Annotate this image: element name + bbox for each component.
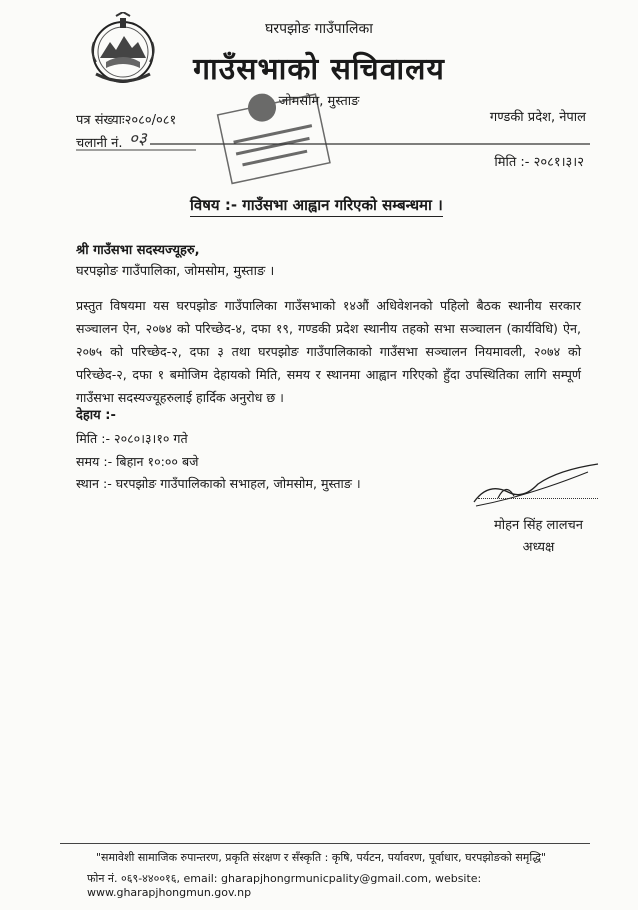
letter-date: मिति :- २०८१।३।२ (494, 155, 584, 170)
office-stamp-icon (214, 84, 332, 196)
meeting-date: मिति :- २०८०।३।१० गते (76, 431, 188, 446)
footer-motto: "समावेशी सामाजिक रुपान्तरण, प्रकृति संरक्षण र सँस्कृति : कृषि, पर्यटन, पर्यावरण, पूर्वाधार, घरपझोङको समृद्धि" (96, 851, 547, 864)
recipient-address: घरपझोङ गाउँपालिका, जोमसोम, मुस्ताङ । (76, 264, 275, 279)
meeting-time: समय :- बिहान १०:०० बजे (76, 454, 199, 469)
recipient-line: श्री गाउँसभा सदस्यज्यूहरु, (76, 243, 200, 258)
signature-icon (468, 462, 608, 512)
municipality-name: घरपझोङ गाउँपालिका (265, 21, 373, 37)
letter-subject: विषय :- गाउँसभा आह्वान गरिएको सम्बन्धमा । (190, 195, 443, 217)
letter-number: पत्र संख्याः२०८०/०८१ (76, 113, 177, 128)
signatory-title: अध्यक्ष (522, 540, 555, 555)
dispatch-underline (76, 148, 196, 152)
footer-rule (60, 843, 590, 844)
body-paragraph: प्रस्तुत विषयमा यस घरपझोङ गाउँपालिका गाउँसभाको १४औं अधिवेशनको पहिलो बैठक स्थानीय सरकार सञ्चालन ऐन, २०७४ को परिच्छेद-४, दफा १९, गण्डकी प्रदेश स्थानीय तहको सभा सञ्चालन (कार्यविधि) ऐन, २०७५ को परिच्छेद-२, दफा ३ तथा घरपझोङ गाउँपालिकाको गाउँसभा सञ्चालन नियमावली, २०७४ को परिच्छेद-२, दफा १ बमोजिम देहायको मिति, समय र स्थानमा आह्वान गरिएको हुँदा उपस्थितिका लागि सम्पूर्ण गाउँसभा सदस्यज्यूहरुलाई हार्दिक अनुरोध छ । (76, 298, 581, 405)
meeting-place: स्थान :- घरपझोङ गाउँपालिकाको सभाहल, जोमसोम, मुस्ताङ । (76, 476, 361, 491)
footer-contact: फोन नं. ०६९-४४००१६, email: gharapjhongrmunicpality@gmail.com, website: www.gharapjhongmun.gov.np (87, 872, 482, 899)
details-heading: देहाय :- (76, 408, 116, 423)
signatory-name: मोहन सिंह लालचन (493, 518, 584, 533)
office-location: जोमसोम, मुस्ताङ (278, 94, 360, 109)
dispatch-number: ०३ (129, 129, 147, 149)
signature-line (478, 498, 598, 499)
office-title: गाउँसभाको सचिवालय (193, 52, 445, 87)
dispatch-label: चलानी नं. (76, 136, 123, 151)
province-name: गण्डकी प्रदेश, नेपाल (489, 110, 586, 125)
